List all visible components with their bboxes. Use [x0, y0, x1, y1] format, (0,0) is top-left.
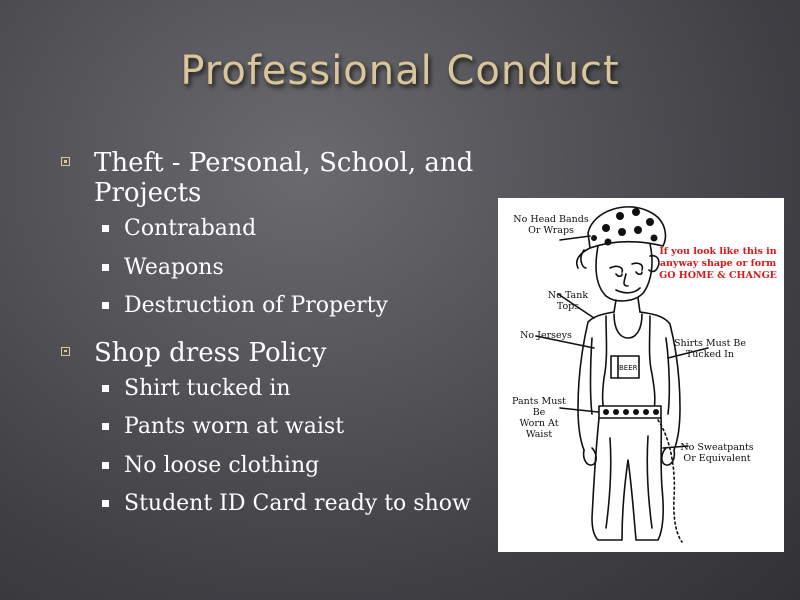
sub-bullet: No loose clothing [124, 453, 500, 479]
beer-can-label: BEER [619, 364, 638, 372]
label-shirts-tucked: Shirts Must Be Tucked In [673, 338, 747, 360]
bullet-label: Theft - Personal, School, and Projects [94, 148, 474, 208]
sub-bullet: Student ID Card ready to show [124, 491, 500, 517]
bullet-label: Shop dress Policy [94, 337, 327, 368]
square-bullet-icon [102, 423, 109, 430]
dress-code-cartoon [498, 198, 784, 552]
bullet-shop-dress [60, 338, 500, 368]
sub-bullet: Destruction of Property [124, 293, 500, 319]
sub-bullet: Contraband [124, 216, 500, 242]
bullet-box-icon [61, 347, 70, 356]
square-bullet-icon [102, 462, 109, 469]
square-bullet-icon [102, 225, 109, 232]
square-bullet-icon [102, 500, 109, 507]
slide-title: Professional Conduct [180, 48, 620, 94]
label-head-bands: No Head Bands Or Wraps [513, 214, 589, 236]
sub-bullet: Shirt tucked in [124, 376, 500, 402]
square-bullet-icon [102, 385, 109, 392]
label-pants-waist: Pants Must Be Worn At Waist [512, 396, 566, 440]
label-tank-tops: No Tank Tops [547, 290, 589, 312]
square-bullet-icon [102, 264, 109, 271]
bullet-box-icon [61, 157, 70, 166]
bullet-list [60, 148, 500, 530]
sub-bullet: Weapons [124, 255, 500, 281]
bullet-theft [60, 148, 500, 208]
label-sweatpants: No Sweatpants Or Equivalent [680, 442, 754, 464]
sub-bullet: Pants worn at waist [124, 414, 500, 440]
warning-text: If you look like this in anyway shape or form GO HOME & CHANGE [659, 246, 777, 281]
label-jerseys: No Jerseys [520, 330, 572, 341]
square-bullet-icon [102, 302, 109, 309]
